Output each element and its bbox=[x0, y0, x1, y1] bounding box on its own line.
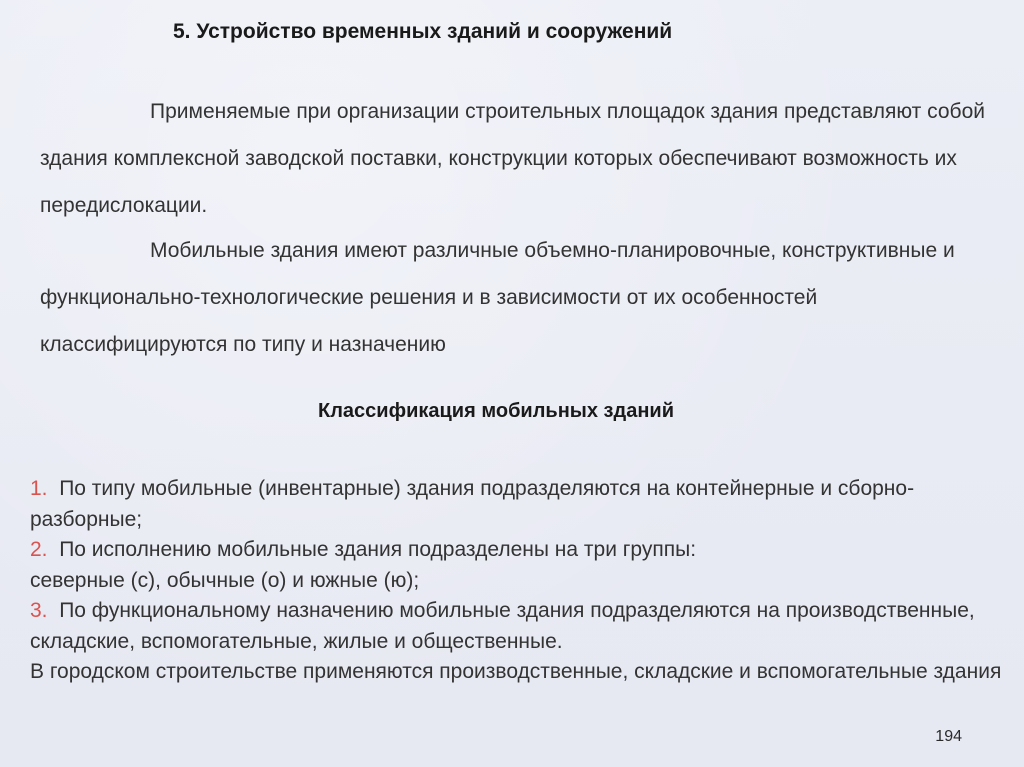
paragraph-2 bbox=[40, 227, 990, 368]
paragraph-2-text: Мобильные здания имеют различные объемно-планировочные, конструктивные и функционально-технологические решения и в зависимости от их особенностей классифицируются по типу и назначению bbox=[40, 239, 955, 356]
slide-title: 5. Устройство временных зданий и сооружений bbox=[173, 20, 673, 43]
classification-list bbox=[30, 474, 1010, 688]
list-item bbox=[30, 596, 1010, 657]
list-item-continuation: северные (с), обычные (о) и южные (ю); bbox=[30, 568, 420, 592]
list-item-number: 3. bbox=[30, 599, 48, 622]
list-item-text: По функциональному назначению мобильные здания подразделяются на производственные, складские, вспомогательные, жилые и общественные. bbox=[30, 599, 975, 653]
closing-text: В городском строительстве применяются производственные, складские и вспомогательные здания bbox=[30, 660, 1002, 683]
list-item bbox=[30, 474, 1010, 535]
classification-heading: Классификация мобильных зданий bbox=[318, 400, 674, 422]
list-item-text: По типу мобильные (инвентарные) здания подразделяются на контейнерные и сборно-разборные; bbox=[30, 477, 915, 531]
list-item-text: По исполнению мобильные здания подразделены на три группы: bbox=[59, 538, 697, 561]
page-number: 194 bbox=[935, 728, 962, 745]
list-item bbox=[30, 535, 1010, 566]
paragraph-1 bbox=[40, 88, 990, 229]
list-item-number: 1. bbox=[30, 477, 48, 500]
paragraph-1-text: Применяемые при организации строительных площадок здания представляют собой здания комплексной заводской поставки, конструкции которых обеспечивают возможность их передислокации. bbox=[40, 100, 985, 217]
list-item-number: 2. bbox=[30, 538, 48, 561]
